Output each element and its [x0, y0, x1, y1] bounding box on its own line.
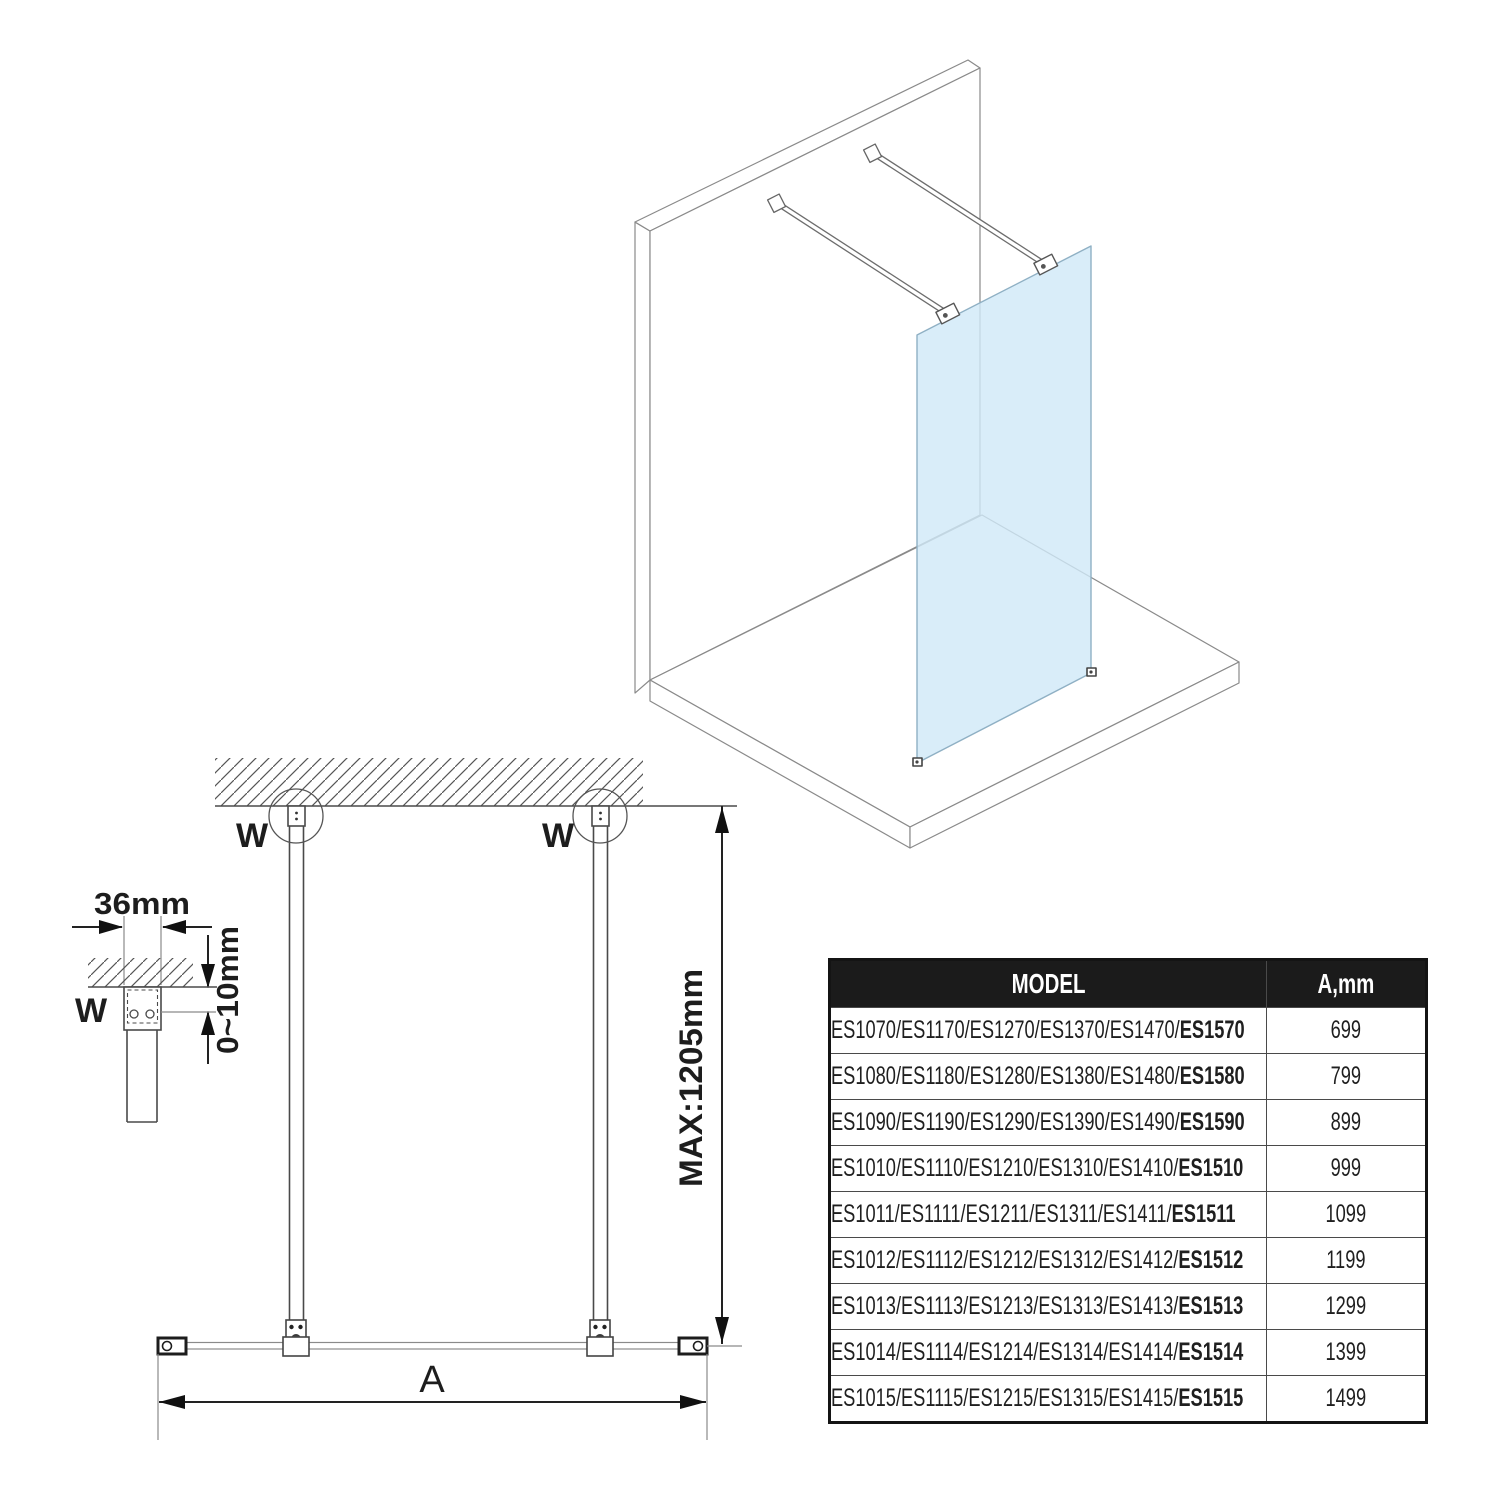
table-row	[830, 1100, 1427, 1146]
plan-view	[158, 758, 742, 1440]
plan-bar-right	[592, 806, 609, 1320]
table-header-row	[830, 960, 1427, 1008]
a-value-cell: 1499	[1267, 1376, 1427, 1423]
header-model: MODEL	[830, 960, 1267, 1008]
glass-end-profile-right	[679, 1338, 707, 1354]
detail-wall-hatch	[88, 958, 193, 987]
dimension-max-1205	[673, 806, 742, 1346]
a-value-cell: 1199	[1267, 1238, 1427, 1284]
a-label: A	[419, 1359, 445, 1401]
model-cell: ES1011/ES1111/ES1211/ES1311/ES1411/ES1511	[830, 1192, 1267, 1238]
model-cell: ES1015/ES1115/ES1215/ES1315/ES1415/ES1515	[830, 1376, 1267, 1423]
table-row	[830, 1238, 1427, 1284]
a-value-cell: 999	[1267, 1146, 1427, 1192]
model-cell: ES1012/ES1112/ES1212/ES1312/ES1412/ES1512	[830, 1238, 1267, 1284]
table-row	[830, 1146, 1427, 1192]
table-row	[830, 1284, 1427, 1330]
table-row	[830, 1376, 1427, 1423]
header-a-mm: A,mm	[1267, 960, 1427, 1008]
plan-bar-left	[288, 806, 305, 1320]
table-row	[830, 1192, 1427, 1238]
model-size-table	[828, 958, 1428, 1424]
dim-36mm-label: 36mm	[94, 886, 190, 921]
a-value-cell: 699	[1267, 1008, 1427, 1054]
model-cell: ES1070/ES1170/ES1270/ES1370/ES1470/ES1570	[830, 1008, 1267, 1054]
gap-0-10mm-label: 0~10mm	[210, 929, 245, 1054]
model-cell: ES1090/ES1190/ES1290/ES1390/ES1490/ES1590	[830, 1100, 1267, 1146]
model-cell: ES1080/ES1180/ES1280/ES1380/ES1480/ES1580	[830, 1054, 1267, 1100]
detail-view-w	[72, 886, 245, 1122]
glass-foot-left	[913, 758, 922, 766]
a-value-cell: 1099	[1267, 1192, 1427, 1238]
table-row	[830, 1008, 1427, 1054]
plan-bar-glass-bracket-right	[587, 1320, 613, 1356]
model-cell: ES1013/ES1113/ES1213/ES1313/ES1413/ES1513	[830, 1284, 1267, 1330]
plan-bar-glass-bracket-left	[283, 1320, 309, 1356]
w-label-right: W	[541, 817, 575, 855]
a-value-cell: 799	[1267, 1054, 1427, 1100]
max-1205-label: MAX:1205mm	[673, 977, 709, 1187]
model-cell: ES1010/ES1110/ES1210/ES1310/ES1410/ES1510	[830, 1146, 1267, 1192]
dimension-a	[158, 1354, 707, 1440]
glass-foot-right	[1087, 668, 1096, 676]
a-value-cell: 1399	[1267, 1330, 1427, 1376]
dimension-0-10mm	[161, 926, 245, 1064]
model-cell: ES1014/ES1114/ES1214/ES1314/ES1414/ES1514	[830, 1330, 1267, 1376]
w-label-detail: W	[74, 992, 108, 1030]
a-value-cell: 899	[1267, 1100, 1427, 1146]
plan-glass-line	[160, 1343, 707, 1350]
glass-end-profile-left	[158, 1338, 186, 1354]
w-label-left: W	[235, 817, 269, 855]
table-row	[830, 1054, 1427, 1100]
detail-wall-bracket	[124, 987, 161, 1030]
detail-bar	[127, 1030, 157, 1122]
a-value-cell: 1299	[1267, 1284, 1427, 1330]
table-row	[830, 1330, 1427, 1376]
wall-left-face	[635, 222, 650, 693]
isometric-view	[635, 60, 1239, 848]
